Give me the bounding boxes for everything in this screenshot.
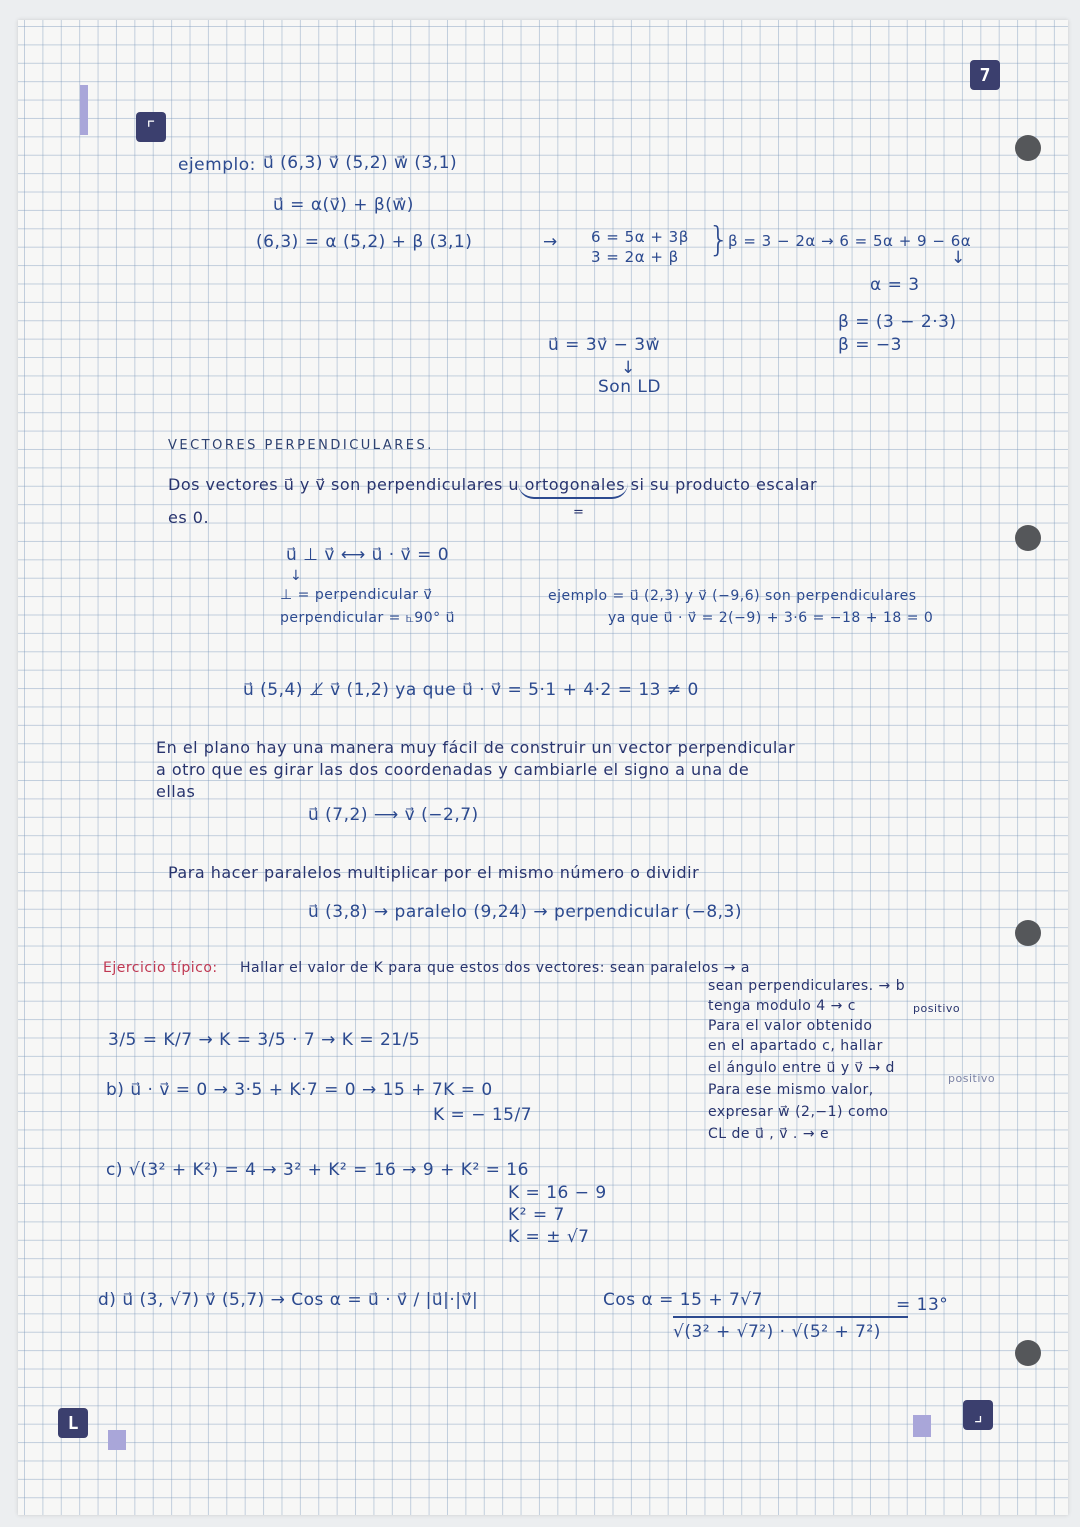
margin-deco [108,1430,126,1450]
part-d: d) u⃗ (3, √7) v⃗ (5,7) → Cos α = u⃗ · v⃗ / |u⃗|·|v⃗| [98,1290,479,1310]
example-eq1: u⃗ = α(v⃗) + β(w⃗) [273,195,414,215]
part-b: b) u⃗ · v⃗ = 0 → 3·5 + K·7 = 0 → 15 + 7K = 0 [106,1080,493,1100]
exercise-side-7: expresar w⃗ (2,−1) como [708,1104,889,1120]
perp-down-arrow: ↓ [290,568,303,584]
parallel-example: u⃗ (3,8) → paralelo (9,24) → perpendicular (−8,3) [308,902,743,922]
emphasis-arc [518,483,628,499]
section-heading: VECTORES PERPENDICULARES. [168,438,434,453]
definition-line-2: es 0. [168,508,210,527]
binder-hole [1015,135,1041,161]
bottom-right-marker-glyph: ⌟ [972,1404,984,1426]
example-beta-val: β = −3 [838,335,902,355]
exercise-statement: Hallar el valor de K para que estos dos vectores: sean paralelos → a [240,960,750,976]
plane-line-2: a otro que es girar las dos coordenadas y cambiarle el signo a una de [156,760,750,779]
down-arrow-icon: ↓ [951,248,966,268]
counter-example: u⃗ (5,4) ⊥̸ v⃗ (1,2) ya que u⃗ · v⃗ = 5·1 + 4·2 = 13 ≠ 0 [243,680,699,700]
parallel-line: Para hacer paralelos multiplicar por el mismo número o dividir [168,863,700,882]
part-d-result-denominator: √(3² + √7²) · √(5² + 7²) [673,1322,881,1342]
example-beta-expr: β = 3 − 2α → 6 = 5α + 9 − 6α [728,232,972,250]
rotate-example: u⃗ (7,2) ⟶ v⃗ (−2,7) [308,805,479,825]
example-eq2: (6,3) = α (5,2) + β (3,1) [256,232,473,252]
example-vectors: u⃗ (6,3) v⃗ (5,2) w⃗ (3,1) [263,153,458,173]
part-c-step-1: K = 16 − 9 [508,1183,607,1203]
exercise-side-3: Para el valor obtenido [708,1018,873,1034]
exercise-title: Ejercicio típico: [103,960,218,976]
exercise-side-8: CL de u⃗ , v⃗ . → e [708,1126,830,1142]
example-label: ejemplo: [178,155,256,175]
margin-deco [80,85,88,135]
exercise-side-6: Para ese mismo valor, [708,1082,874,1098]
part-c-step-3: K = ± √7 [508,1227,590,1247]
top-right-marker-glyph: 7 [979,64,991,86]
notebook-page [18,20,1068,1515]
part-b-result: K = − 15/7 [433,1105,533,1125]
part-c-step-2: K² = 7 [508,1205,565,1225]
top-right-corner-marker [970,60,1000,90]
example-beta-calc: β = (3 − 2·3) [838,312,957,332]
example-result: u⃗ = 3v⃗ − 3w⃗ [548,335,660,355]
example-sys1: 6 = 5α + 3β [591,228,689,246]
fraction-bar [673,1316,908,1318]
example-result-note: Son LD [598,377,661,397]
plane-line-3: ellas [156,782,196,801]
perp-symbol-note-2: perpendicular = ⦜90° u⃗ [280,610,455,626]
part-d-result-numerator: Cos α = 15 + 7√7 [603,1290,763,1310]
perp-rule: u⃗ ⊥ v⃗ ⟷ u⃗ · v⃗ = 0 [286,545,450,565]
part-d-result-value: = 13° [896,1295,949,1315]
top-left-marker-glyph: ⌜ [145,116,157,138]
bottom-left-marker-glyph: L [67,1412,79,1434]
exercise-side-4: en el apartado c, hallar [708,1038,883,1054]
example-arrow: → [543,232,558,252]
equals-mark: = [573,505,585,520]
perp-example-line-1: ejemplo = u⃗ (2,3) y v⃗ (−9,6) son perpendiculares [548,588,917,604]
part-c: c) √(3² + K²) = 4 → 3² + K² = 16 → 9 + K² = 16 [106,1160,529,1180]
perp-example-line-2: ya que u⃗ · v⃗ = 2(−9) + 3·6 = −18 + 18 = 0 [608,610,934,626]
exercise-side-5: el ángulo entre u⃗ y v⃗ → d [708,1060,895,1076]
exercise-side-5b: positivo [948,1072,996,1085]
exercise-side-2: tenga modulo 4 → c [708,998,856,1014]
down-arrow-icon: ↓ [621,358,636,378]
example-alpha-val: α = 3 [870,275,920,295]
binder-hole [1015,525,1041,551]
binder-hole [1015,920,1041,946]
exercise-side-2b: positivo [913,1002,961,1015]
top-left-corner-marker [136,112,166,142]
example-sys2: 3 = 2α + β [591,248,679,266]
definition-line-1: Dos vectores u⃗ y v⃗ son perpendiculares u ortogonales si su producto escalar [168,475,818,494]
plane-line-1: En el plano hay una manera muy fácil de construir un vector perpendicular [156,738,796,757]
exercise-side-1: sean perpendiculares. → b [708,978,906,994]
part-a: 3/5 = K/7 → K = 3/5 · 7 → K = 21/5 [108,1030,421,1050]
margin-deco [913,1415,931,1437]
system-brace: } [708,220,731,260]
bottom-left-corner-marker [58,1408,88,1438]
perp-symbol-note: ⊥ = perpendicular v⃗ [280,587,433,603]
binder-hole [1015,1340,1041,1366]
bottom-right-corner-marker [963,1400,993,1430]
